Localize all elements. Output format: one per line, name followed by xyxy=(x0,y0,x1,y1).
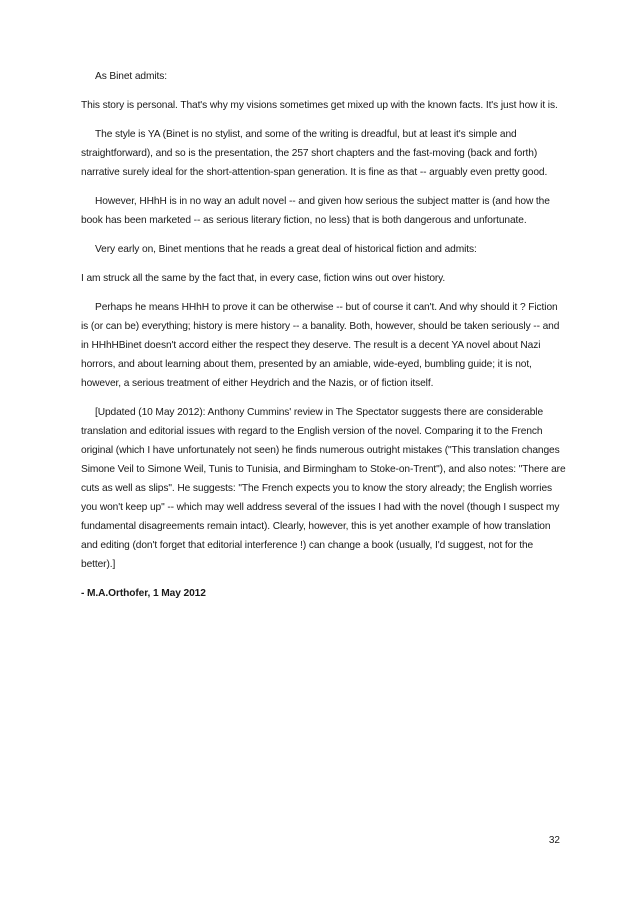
paragraph-style: The style is YA (Binet is no stylist, and some of the writing is dreadful, but at least it's simple and straightforward), and so is the presentation, the 257 short chapters and the fast-moving (back and forth) narrative surely ideal for the short-attention-span generation. It is fine as that -- arguably even pretty good. xyxy=(81,129,548,178)
paragraph-historical-fiction: Very early on, Binet mentions that he reads a great deal of historical fiction and admits: xyxy=(95,244,477,255)
page-number: 32 xyxy=(548,835,560,846)
document-body xyxy=(81,67,567,613)
paragraph-conclusion: Perhaps he means HHhH to prove it can be otherwise -- but of course it can't. And why should it ? Fiction is (or can be) everything; history is mere history -- a banality. Both, however, should be taken seriously -- and in HHhHBinet doesn't accord either the respect they deserve. The result is a decent YA novel about Nazi horrors, and about learning about them, presented by an amiable, wide-eyed, bumbling guide; it is not, however, a serious treatment of either Heydrich and the Nazis, or of fiction itself. xyxy=(81,302,560,389)
paragraph-intro: As Binet admits: xyxy=(95,71,168,82)
quote-paragraph-fiction: I am struck all the same by the fact that, in every case, fiction wins out over history. xyxy=(81,273,446,284)
quote-paragraph: This story is personal. That's why my visions sometimes get mixed up with the known facts. It's just how it is. xyxy=(81,100,558,111)
author-signature: - M.A.Orthofer, 1 May 2012 xyxy=(81,588,206,599)
paragraph-update: [Updated (10 May 2012): Anthony Cummins' review in The Spectator suggests there are considerable translation and editorial issues with regard to the English version of the novel. Comparing it to the French original (which I have unfortunately not seen) he finds numerous outright mistakes ("This translation changes Simone Veil to Simone Weil, Tunis to Tunisia, and Birmingham to Stoke-on-Trent"), and also notes: "There are cuts as well as slips". He suggests: "The French expects you to know the story already; the English worries you won't keep up" -- which may well address several of the issues I had with the novel (though I suspect my fundamental disagreements remain intact). Clearly, however, this is yet another example of how translation and editing (don't forget that editorial interference !) can change a book (usually, I'd suggest, not for the better).] xyxy=(81,407,566,570)
paragraph-adult-novel: However, HHhH is in no way an adult novel -- and given how serious the subject matter is (and how the book has been marketed -- as serious literary fiction, no less) that is both dangerous and unfortunate. xyxy=(81,196,550,226)
